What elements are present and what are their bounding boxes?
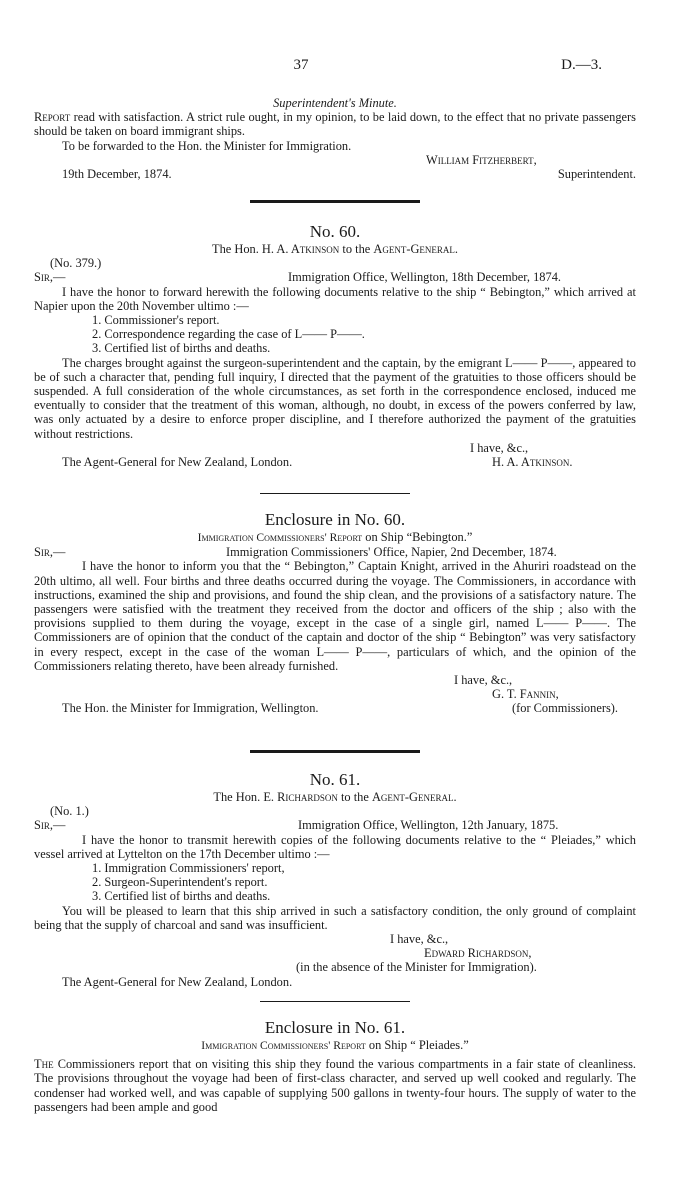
letter-intro: I have the honor to forward herewith the following documents relative to the ship “ Bebington,” which arrived at Napier upon the 20th November ultimo :— — [34, 284, 636, 313]
report-ship: on Ship “Bebington.” — [362, 530, 473, 544]
letter-ref: (No. 1.) — [50, 804, 89, 819]
signer: Edward Richardson, — [424, 946, 532, 961]
addressee: The Hon. the Minister for Immigration, Wellington. — [62, 701, 319, 716]
page-number: 37 — [293, 57, 309, 73]
minute-text: read with satisfaction. A strict rule ought, in my opinion, to be laid down, to the effect that no private passengers should be taken on board immigrant ships. — [34, 110, 636, 139]
subheading-prefix: The Hon. — [213, 790, 264, 804]
salutation: Sir,— — [34, 270, 66, 285]
for-commissioners: (for Commissioners). — [512, 701, 618, 716]
letter-body: You will be pleased to learn that this ship arrived in such a satisfactory condition, the only ground of complaint being that the supply of charcoal and sand was insufficient. — [34, 903, 636, 932]
minute-date: 19th December, 1874. — [62, 167, 172, 181]
document-list-item: 1. Commissioner's report. — [92, 313, 220, 327]
addressee: The Agent-General for New Zealand, London. — [62, 974, 293, 989]
letter-subheading — [34, 790, 636, 804]
section-divider — [34, 200, 636, 203]
section-divider — [34, 750, 636, 753]
document-code: D.—3. — [561, 57, 602, 73]
closing: I have, &c., — [454, 673, 513, 688]
letter-no-60 — [34, 222, 636, 469]
minute-role: Superintendent. — [557, 167, 636, 181]
enclosure-heading: Enclosure in No. 61. — [264, 1018, 406, 1037]
enclosure-body: I have the honor to inform you that the “ Bebington,” Captain Knight, arrived in the Ahuriri roadstead on the 20th ultimo, all well. Four births and three deaths occurred during the voyage. The Commissioners, in accordance with instructions, examined the ship and provisions, and found the ship clean, and the provisions of a satisfactory nature. The passengers were satisfied with the treatment they received from the doctor and officers of the ship ; also with the provisions supplied to them during the voyage, except in the case of a single girl, named L—— P——. The Commissioners are of opinion that the conduct of the captain and doctor of the ship “ Bebington” was very satisfactory in every respect, except in the case of the woman L—— P——, particulars of which, and the opinion of the Commissioners relating thereto, have been already furnished. — [34, 559, 636, 673]
sender-name: H. A. Atkinson — [261, 242, 340, 256]
minute-forward-line: To be forwarded to the Hon. the Minister for Immigration. — [62, 138, 352, 153]
section-divider — [34, 493, 636, 494]
report-title: Immigration Commissioners' Report — [197, 531, 363, 544]
subheading-mid: to the — [337, 790, 372, 804]
minute-heading: Superintendent's Minute. — [273, 96, 397, 110]
absence-note: (in the absence of the Minister for Immigration). — [296, 960, 537, 975]
salutation: Sir,— — [34, 545, 66, 560]
body-text: Commissioners report that on visiting this ship they found the various compartments in a fair state of cleanliness. The provisions throughout the voyage had been of first-class character, and served up well cooked and regularly. The condenser had worked well, and was capable of supplying 500 gallons in twenty-four hours. The supply of water to the passengers had been ample and good — [34, 1057, 636, 1114]
place-date: Immigration Commissioners' Office, Napier, 2nd December, 1874. — [226, 545, 557, 560]
sender-name: E. Richardson — [263, 790, 338, 804]
subheading-prefix: The Hon. — [212, 242, 262, 256]
document-list-item: 3. Certified list of births and deaths. — [92, 341, 271, 356]
enclosure-body — [34, 1057, 636, 1114]
letter-heading: No. 61. — [309, 770, 361, 789]
letter-ref: (No. 379.) — [50, 256, 102, 271]
closing: I have, &c., — [470, 440, 529, 455]
page-header — [0, 58, 602, 78]
letter-no-61 — [34, 770, 636, 989]
thin-rule — [260, 493, 410, 494]
thick-rule — [250, 200, 420, 203]
subheading-mid: to the — [339, 242, 374, 256]
minute-signer: William Fitzherbert, — [426, 152, 537, 167]
thin-rule — [260, 1001, 410, 1002]
document-list-item: 2. Correspondence regarding the case of L—— P——. — [92, 327, 365, 342]
minute-section — [34, 96, 636, 181]
letter-body: The charges brought against the surgeon-superintendent and the captain, by the emigrant L—— P——, appeared to be of such a character that, pending full inquiry, I directed that the payment of the gratuities to those officers should be suspended. A full consideration of the whole circumstances, as set forth in the correspondence enclosed, induced me eventually to consider that the treatment of this woman, although, no doubt, in excess of the powers conferred by law, was only actuated by a desire to enforce proper discipline, and I therefore authorized the payment of the gratuities without restrictions. — [34, 355, 636, 441]
salutation: Sir,— — [34, 818, 66, 833]
document-list-item: 2. Surgeon-Superintendent's report. — [92, 875, 268, 890]
place-date: Immigration Office, Wellington, 12th January, 1875. — [298, 818, 559, 833]
signer: H. A. Atkinson. — [492, 455, 573, 470]
letter-intro: I have the honor to transmit herewith copies of the following documents relative to the “ Pleiades,” which vessel arrived at Lyttelton on the 17th December ultimo :— — [34, 832, 636, 861]
thick-rule — [250, 750, 420, 753]
recipient-name: Agent-General. — [373, 242, 458, 256]
signer: G. T. Fannin, — [492, 687, 559, 702]
minute-lead-word: Report — [34, 110, 71, 125]
enclosure-heading: Enclosure in No. 60. — [264, 510, 406, 529]
recipient-name: Agent-General. — [371, 790, 457, 804]
enclosure-60 — [34, 510, 636, 716]
report-ship: on Ship “ Pleiades.” — [365, 1038, 469, 1052]
report-title: Immigration Commissioners' Report — [201, 1039, 366, 1052]
addressee: The Agent-General for New Zealand, London. — [62, 455, 293, 470]
enclosure-subheading — [34, 530, 636, 545]
letter-subheading — [34, 242, 636, 256]
enclosure-61 — [34, 1018, 636, 1114]
place-date: Immigration Office, Wellington, 18th December, 1874. — [288, 270, 561, 285]
document-list-item: 1. Immigration Commissioners' report, — [92, 861, 285, 875]
minute-paragraph — [34, 110, 636, 138]
letter-heading: No. 60. — [309, 222, 361, 241]
enclosure-subheading — [34, 1038, 636, 1053]
section-divider — [34, 1001, 636, 1002]
body-lead-word: The — [34, 1057, 54, 1072]
document-list-item: 3. Certified list of births and deaths. — [92, 889, 271, 904]
closing: I have, &c., — [390, 932, 449, 947]
